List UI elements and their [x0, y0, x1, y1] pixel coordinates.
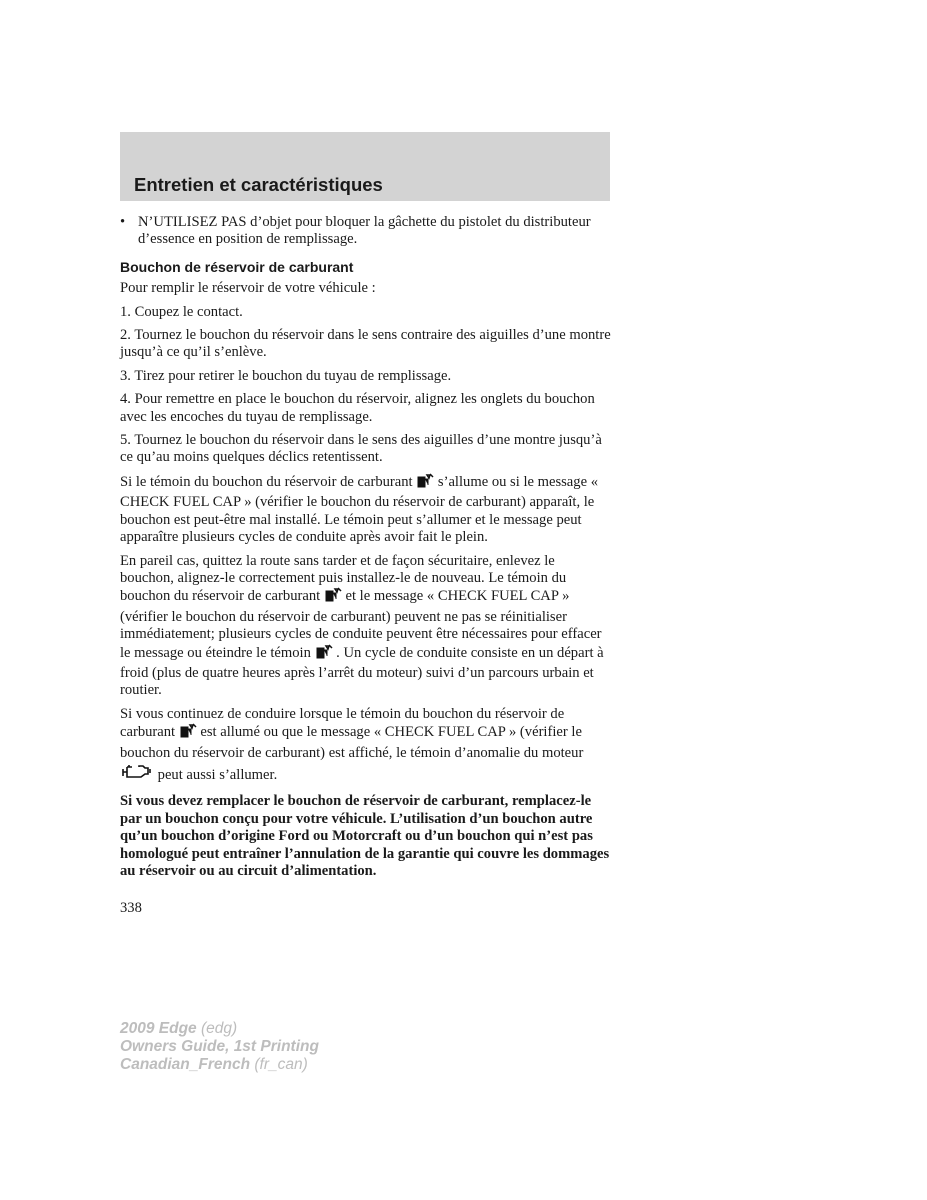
footer-line-1: [120, 1020, 319, 1038]
footer-language: Canadian_French: [120, 1056, 251, 1073]
para2-part-b: et le message « CHECK FUEL CAP » (vérifier le bouchon du réservoir de carburant) peuvent ne pas se réinitialiser immédiatement; plusieurs cycles de conduite peuvent être nécessaires pour effacer le message ou éteindre le témoin: [120, 588, 602, 661]
check-engine-icon: [120, 762, 154, 787]
step-1: 1. Coupez le contact.: [120, 303, 243, 320]
step-4: 4. Pour remettre en place le bouchon du réservoir, alignez les onglets du bouchon avec les encoches du tuyau de remplissage.: [120, 391, 595, 425]
footer-print-info: [120, 1020, 319, 1074]
fuel-cap-icon: [315, 644, 333, 665]
intro-text: Pour remplir le réservoir de votre véhicule :: [120, 280, 376, 297]
footer-line-3: [120, 1056, 319, 1074]
footer-language-code: (fr_can): [250, 1056, 308, 1073]
paragraph-engine-light: [120, 706, 612, 788]
header-band: [120, 132, 610, 201]
para1-part-a: Si le témoin du bouchon du réservoir de carburant: [120, 473, 417, 490]
page-number: 338: [120, 900, 142, 916]
footer-model-code: (edg): [196, 1020, 238, 1037]
section-title: Bouchon de réservoir de carburant: [120, 258, 354, 275]
footer-model: 2009 Edge: [120, 1020, 197, 1037]
para3-part-c: peut aussi s’allumer.: [154, 766, 278, 783]
bullet-text: N’UTILISEZ PAS d’objet pour bloquer la gâchette du pistolet du distributeur d’essence en position de remplissage.: [138, 214, 591, 248]
bullet-dot: •: [120, 214, 126, 230]
page-title: Entretien et caractéristiques: [134, 174, 383, 195]
content: [120, 214, 612, 886]
fuel-cap-icon: [324, 587, 342, 608]
step-2: 2. Tournez le bouchon du réservoir dans le sens contraire des aiguilles d’une montre jusqu’à ce qu’il s’enlève.: [120, 327, 611, 361]
para3-part-a: Si vous continuez de conduire lorsque le témoin du bouchon du réservoir de carburant: [120, 705, 565, 741]
fuel-cap-icon: [179, 723, 197, 744]
para2-part-c: . Un cycle de conduite consiste en un départ à froid (plus de quatre heures après l’arrêt du moteur) suivi d’un parcours urbain et routier.: [120, 644, 604, 699]
paragraph-reinstall: [120, 553, 612, 700]
paragraph-check-fuel-cap: [120, 473, 612, 547]
step-5: 5. Tournez le bouchon du réservoir dans le sens des aiguilles d’une montre jusqu’à ce qu’au moins quelques déclics retentissent.: [120, 432, 602, 466]
bullet-item: [120, 214, 612, 249]
step-3: 3. Tirez pour retirer le bouchon du tuyau de remplissage.: [120, 367, 452, 384]
para3-part-b: est allumé ou que le message « CHECK FUEL CAP » (vérifier le bouchon du réservoir de carburant) est affiché, le témoin d’anomalie du moteur: [120, 724, 584, 761]
para1-part-b: s’allume ou si le message « CHECK FUEL CAP » (vérifier le bouchon du réservoir de carburant) apparaît, le bouchon est peut-être mal installé. Le témoin peut s’allumer et le message peut apparaître plusieurs cycles de conduite après avoir fait le plein.: [120, 473, 599, 546]
para2-part-a: En pareil cas, quittez la route sans tarder et de façon sécuritaire, enlevez le bouchon, alignez-le correctement puis installez-le de nouveau. Le témoin du bouchon du réservoir de carburant: [120, 552, 567, 605]
warning-text: Si vous devez remplacer le bouchon de réservoir de carburant, remplacez-le par un bouchon conçu pour votre véhicule. L’utilisation d’un bouchon autre qu’un bouchon d’origine Ford ou Motorcraft ou d’un bouchon qui n’est pas homologué peut entraîner l’annulation de la garantie qui couvre les dommages au réservoir ou au circuit d’alimentation.: [120, 793, 610, 879]
footer-line-2: [120, 1038, 319, 1056]
footer-guide: Owners Guide, 1st Printing: [120, 1038, 319, 1055]
fuel-cap-icon: [416, 473, 434, 494]
